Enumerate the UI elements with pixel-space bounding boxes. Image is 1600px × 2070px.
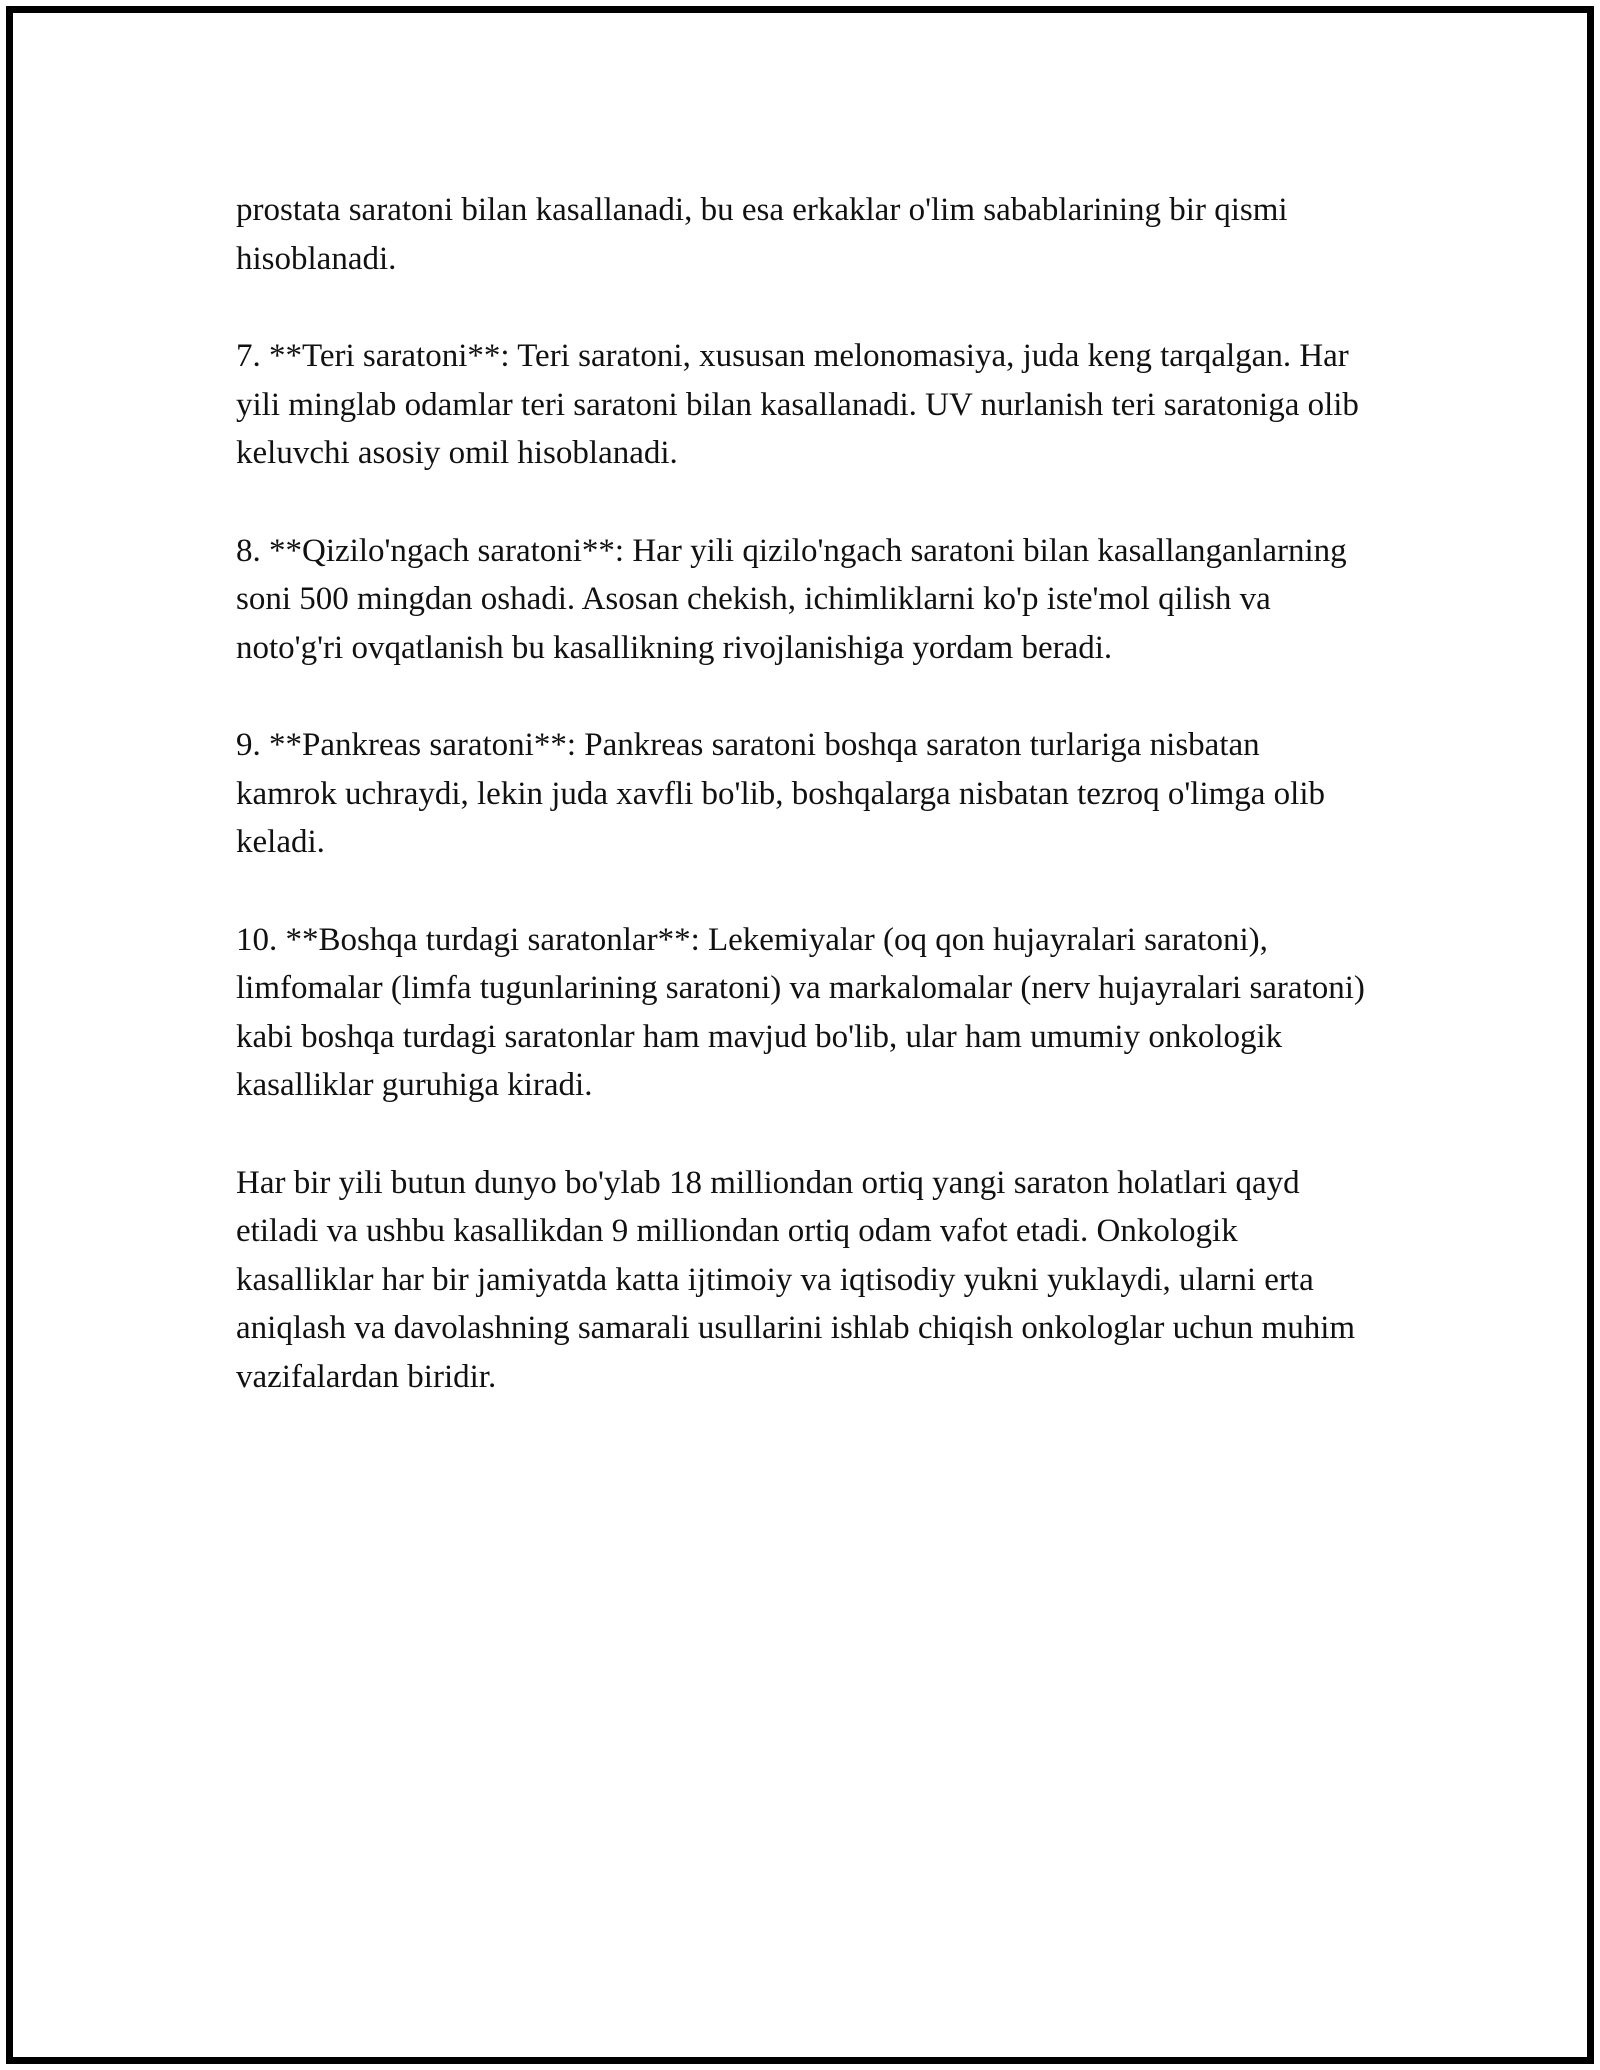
paragraph-esophageal-cancer: 8. **Qizilo'ngach saratoni**: Har yili qizilo'ngach saratoni bilan kasallanganlarning soni 500 mingdan oshadi. Asosan chekish, ichimliklarni ko'p iste'mol qilish va noto'g'ri ovqatlanish bu kasallikning rivojlanishiga yordam beradi. <box>236 532 1347 666</box>
paragraph-skin-cancer: 7. **Teri saratoni**: Teri saratoni, xususan melonomasiya, juda keng tarqalgan. Har yili minglab odamlar teri saratoni bilan kasallanadi. UV nurlanish teri saratoniga olib keluvchi asosiy omil hisoblanadi. <box>236 338 1359 471</box>
paragraph-summary: Har bir yili butun dunyo bo'ylab 18 milliondan ortiq yangi saraton holatlari qayd etiladi va ushbu kasallikdan 9 milliondan ortiq odam vafot etadi. Onkologik kasalliklar har bir jamiyatda katta ijtimoiy va iqtisodiy yukni yuklaydi, ularni erta aniqlash va davolashning samarali usullarini ishlab chiqish onkologlar uchun muhim vazifalardan biridir. <box>236 1164 1356 1395</box>
paragraph-prostate-continuation: prostata saratoni bilan kasallanadi, bu esa erkaklar o'lim sabablarining bir qismi hisoblanadi. <box>236 192 1288 277</box>
document-body <box>236 186 1366 1401</box>
paragraph-pancreatic-cancer: 9. **Pankreas saratoni**: Pankreas saratoni boshqa saraton turlariga nisbatan kamrok uchraydi, lekin juda xavfli bo'lib, boshqalarga nisbatan tezroq o'limga olib keladi. <box>236 727 1326 860</box>
paragraph-other-cancers: 10. **Boshqa turdagi saratonlar**: Lekemiyalar (oq qon hujayralari saratoni), limfomalar (limfa tugunlarining saratoni) va markalomalar (nerv hujayralari saratoni) kabi boshqa turdagi saratonlar ham mavjud bo'lib, ular ham umumiy onkologik kasalliklar guruhiga kiradi. <box>236 921 1365 1103</box>
